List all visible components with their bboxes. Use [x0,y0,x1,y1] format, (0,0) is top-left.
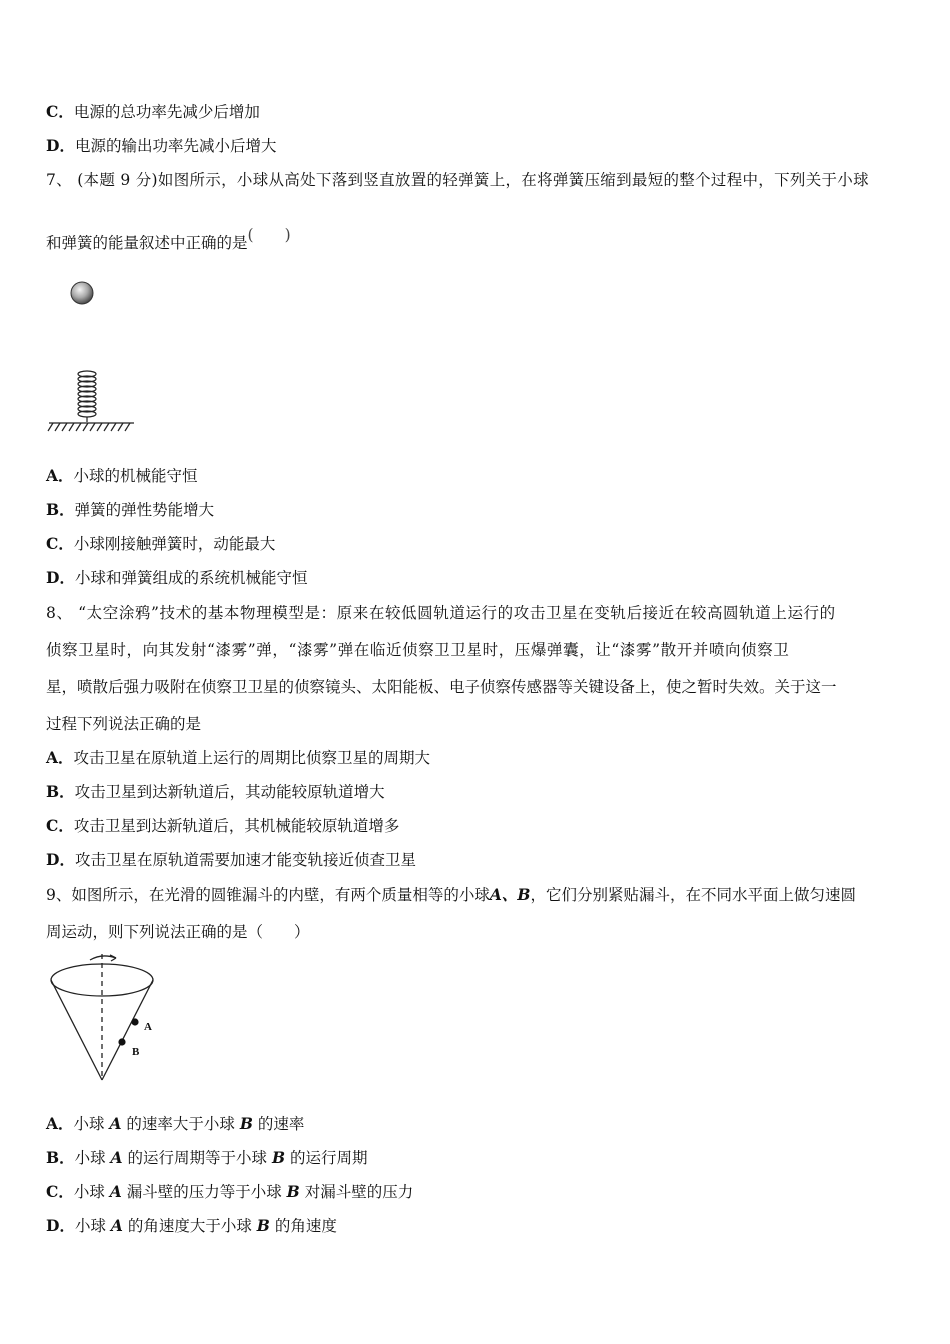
q8-stem-line3: 星，喷散后强力吸附在侦察卫卫星的侦察镜头、太阳能板、电子侦察传感器等关键设备上，使之暂时失效。关于这一 [46,678,837,696]
option-text: 攻击卫星在原轨道上运行的周期比侦察卫星的周期大 [73,749,431,767]
option-label: C． [46,534,74,553]
option-text: 攻击卫星到达新轨道后，其机械能较原轨道增多 [73,817,400,835]
option-label: D． [46,568,75,587]
variable-b: B [239,1114,253,1133]
q7-option-b [46,500,214,520]
option-text: 小球 [73,1115,110,1133]
variable-a: A [109,1182,122,1201]
option-text: 对漏斗壁的压力 [299,1183,414,1201]
q6-option-d [46,136,276,156]
q8-option-d [46,850,416,870]
option-text: 小球和弹簧组成的系统机械能守恒 [74,569,308,587]
ball-b-label: B [132,1046,140,1058]
ground-icon [48,423,134,431]
funnel-left-wall [51,980,102,1080]
q9-ball-names: A、B [489,885,531,904]
option-text: 漏斗壁的压力等于小球 [121,1183,287,1201]
option-label: B． [46,500,75,519]
ball-spring-figure [44,276,144,436]
q9-stem-text: ，它们分别紧贴漏斗，在不同水平面上做匀速圆 [530,886,857,904]
q6-option-c [46,102,260,122]
variable-a: A [110,1148,123,1167]
variable-b: B [271,1148,286,1167]
option-label: A． [46,1114,74,1133]
q7-stem-text: 和弹簧的能量叙述中正确的是 [46,234,248,252]
ball-a-label: A [144,1021,152,1033]
option-label: C． [46,1182,74,1201]
q9-option-c [46,1182,413,1202]
option-label: A． [46,466,74,485]
option-text: 小球刚接触弹簧时，动能最大 [73,535,276,553]
option-label: D． [46,136,75,155]
q9-option-a [46,1114,304,1134]
q7-stem-line1: 7、 (本题 9 分)如图所示，小球从高处下落到竖直放置的轻弹簧上，在将弹簧压缩到最短的整个过程中，下列关于小球 [46,171,869,189]
q7-option-d [46,568,307,588]
option-text: 的运行周期等于小球 [122,1149,272,1167]
q9-option-b [46,1148,367,1168]
option-text: 弹簧的弹性势能增大 [74,501,215,519]
option-text: 的速率大于小球 [121,1115,240,1133]
q8-stem-line4: 过程下列说法正确的是 [46,715,202,733]
variable-a: A [110,1216,123,1235]
variable-a: A [109,1114,122,1133]
q7-option-a [46,466,198,486]
q8-stem-line1: 8、 “太空涂鸦”技术的基本物理模型是：原来在较低圆轨道运行的攻击卫星在变轨后接近在较高圆轨道上运行的 [46,604,836,622]
option-label: C． [46,816,74,835]
option-label: B． [46,782,75,801]
option-text: 电源的总功率先减少后增加 [73,103,260,121]
option-label: A． [46,748,74,767]
q8-option-b [46,782,385,802]
option-text: 的角速度 [269,1217,337,1235]
option-label: B． [46,1148,75,1167]
option-label: D． [46,1216,75,1235]
q9-stem-line2: 周运动，则下列说法正确的是（ ） [46,923,310,941]
q9-option-d [46,1216,337,1236]
q8-stem-line2: 侦察卫星时，向其发射“漆雾”弹，“漆雾”弹在临近侦察卫卫星时，压爆弹囊，让“漆雾”散开并喷向侦察卫 [46,641,790,659]
ball-b-icon [118,1038,125,1045]
option-text: 小球 [74,1149,111,1167]
variable-b: B [286,1182,300,1201]
variable-b: B [256,1216,270,1235]
cone-funnel-figure [44,950,174,1090]
option-text: 的角速度大于小球 [122,1217,257,1235]
option-text: 电源的输出功率先减小后增大 [74,137,277,155]
option-text: 的运行周期 [285,1149,368,1167]
ball-a-icon [131,1018,138,1025]
q9-stem-text: 9、如图所示，在光滑的圆锥漏斗的内壁，有两个质量相等的小球 [46,886,490,904]
q8-option-a [46,748,430,768]
answer-paren: ( ) [247,226,291,244]
q8-option-c [46,816,399,836]
option-label: C． [46,102,74,121]
option-text: 攻击卫星到达新轨道后，其动能较原轨道增大 [74,783,385,801]
option-text: 小球的机械能守恒 [73,467,198,485]
option-text: 小球 [74,1217,111,1235]
option-text: 的速率 [252,1115,305,1133]
option-text: 攻击卫星在原轨道需要加速才能变轨接近侦查卫星 [74,851,416,869]
q7-option-c [46,534,275,554]
option-text: 小球 [73,1183,110,1201]
q9-stem-line1 [46,885,856,905]
q7-stem-line2 [46,226,291,253]
ball-icon [71,282,93,304]
spring-icon [78,371,96,422]
option-label: D． [46,850,75,869]
